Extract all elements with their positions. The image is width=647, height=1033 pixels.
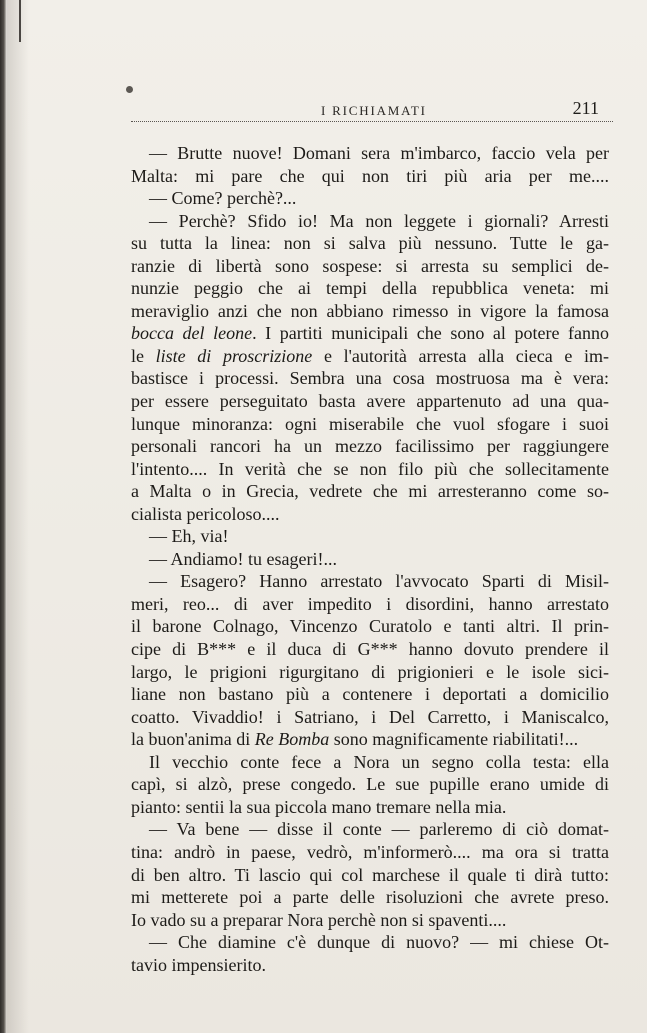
text-line: lunque minoranza: ogni miserabile che vuol sfogare i suoi bbox=[131, 413, 609, 434]
text-line: tina: andrò in paese, vedrò, m'informerò.... ma ora si tratta bbox=[131, 841, 609, 862]
text-line: per essere perseguitato basta avere appartenuto ad una qua- bbox=[131, 391, 609, 412]
text-line: l'intento.... In verità che se non filo più che sollecitamente bbox=[131, 458, 609, 479]
text-line: — Eh, via! bbox=[149, 526, 229, 547]
text-line: meraviglio anzi che non abbiano rimesso in vigore la famosa bbox=[131, 300, 609, 321]
text-line: mi metterete poi a parte delle risoluzioni che avrete preso. bbox=[131, 887, 609, 908]
text-line: — Esagero? Hanno arrestato l'avvocato Sparti di Misil- bbox=[149, 571, 609, 592]
text-line: personali rancori ha un mezzo facilissimo per raggiungere bbox=[131, 436, 609, 457]
text-line: su tutta la linea: non si salva più nessuno. Tutte le ga- bbox=[131, 233, 609, 254]
text-line: coatto. Vivaddio! i Satriano, i Del Carretto, i Maniscalco, bbox=[131, 706, 609, 727]
book-spine bbox=[0, 0, 7, 1033]
text-line: liane non bastano più a contenere i deportati a domicilio bbox=[131, 684, 609, 705]
running-head: I RICHIAMATI bbox=[321, 103, 427, 118]
text-line: Malta: mi pare che qui non tiri più aria per me.... bbox=[131, 165, 609, 186]
text-line: pianto: sentii la sua piccola mano tremare nella mia. bbox=[131, 796, 507, 817]
text-line: capì, si alzò, prese congedo. Le sue pupille erano umide di bbox=[131, 774, 609, 795]
text-line: a Malta o in Grecia, vedrete che mi arresteranno come so- bbox=[131, 481, 609, 502]
margin-mark bbox=[19, 0, 21, 42]
text-line: — Brutte nuove! Domani sera m'imbarco, faccio vela per bbox=[149, 143, 609, 163]
text-line: le liste di proscrizione e l'autorità arresta alla cieca e im- bbox=[131, 345, 609, 366]
text-line: tavio impensierito. bbox=[131, 954, 266, 975]
italic-phrase: Re Bomba bbox=[254, 729, 330, 750]
page-header bbox=[131, 90, 613, 122]
gutter-shadow bbox=[7, 0, 29, 1033]
text-line: — Che diamine c'è dunque di nuovo? — mi chiese Ot- bbox=[149, 932, 609, 953]
text-line: nunzie peggio che ai tempi della repubblica veneta: mi bbox=[131, 278, 609, 299]
page-number: 211 bbox=[572, 98, 599, 118]
text-line: — Andiamo! tu esageri!... bbox=[149, 548, 337, 569]
text-line: bastisce i processi. Sembra una cosa mostruosa ma è vera: bbox=[131, 368, 609, 389]
body-text bbox=[131, 142, 609, 976]
text-line: — Va bene — disse il conte — parleremo di ciò domat- bbox=[149, 819, 609, 840]
text-line: largo, le prigioni rigurgitano di prigionieri e le isole sici- bbox=[131, 661, 609, 682]
text-line: Io vado su a preparar Nora perchè non si spaventi.... bbox=[131, 909, 507, 930]
text-line: cialista pericoloso.... bbox=[131, 503, 280, 524]
text-line: cipe di B*** e il duca di G*** hanno dovuto prendere il bbox=[131, 639, 609, 660]
text-line: meri, reo... di aver impedito i disordini, hanno arrestato bbox=[131, 593, 609, 614]
text-line: la buon'anima di Re Bomba sono magnificamente riabilitati!... bbox=[131, 729, 579, 750]
header-rule bbox=[131, 121, 613, 122]
text-line: di ben altro. Ti lascio qui col marchese il quale ti dirà tutto: bbox=[131, 864, 609, 885]
text-line: — Come? perchè?... bbox=[149, 188, 297, 209]
text-line: Il vecchio conte fece a Nora un segno colla testa: ella bbox=[149, 751, 609, 772]
text-line: bocca del leone. I partiti municipali che sono al potere fanno bbox=[131, 323, 609, 344]
text-line: ranzie di libertà sono sospese: si arresta su semplici de- bbox=[131, 255, 609, 276]
italic-phrase: bocca del leone bbox=[131, 323, 253, 344]
text-line: — Perchè? Sfido io! Ma non leggete i giornali? Arresti bbox=[149, 210, 609, 231]
text-line: il barone Colnago, Vincenzo Curatolo e tanti altri. Il prin- bbox=[131, 616, 609, 637]
italic-phrase: liste di proscrizione bbox=[155, 345, 313, 366]
